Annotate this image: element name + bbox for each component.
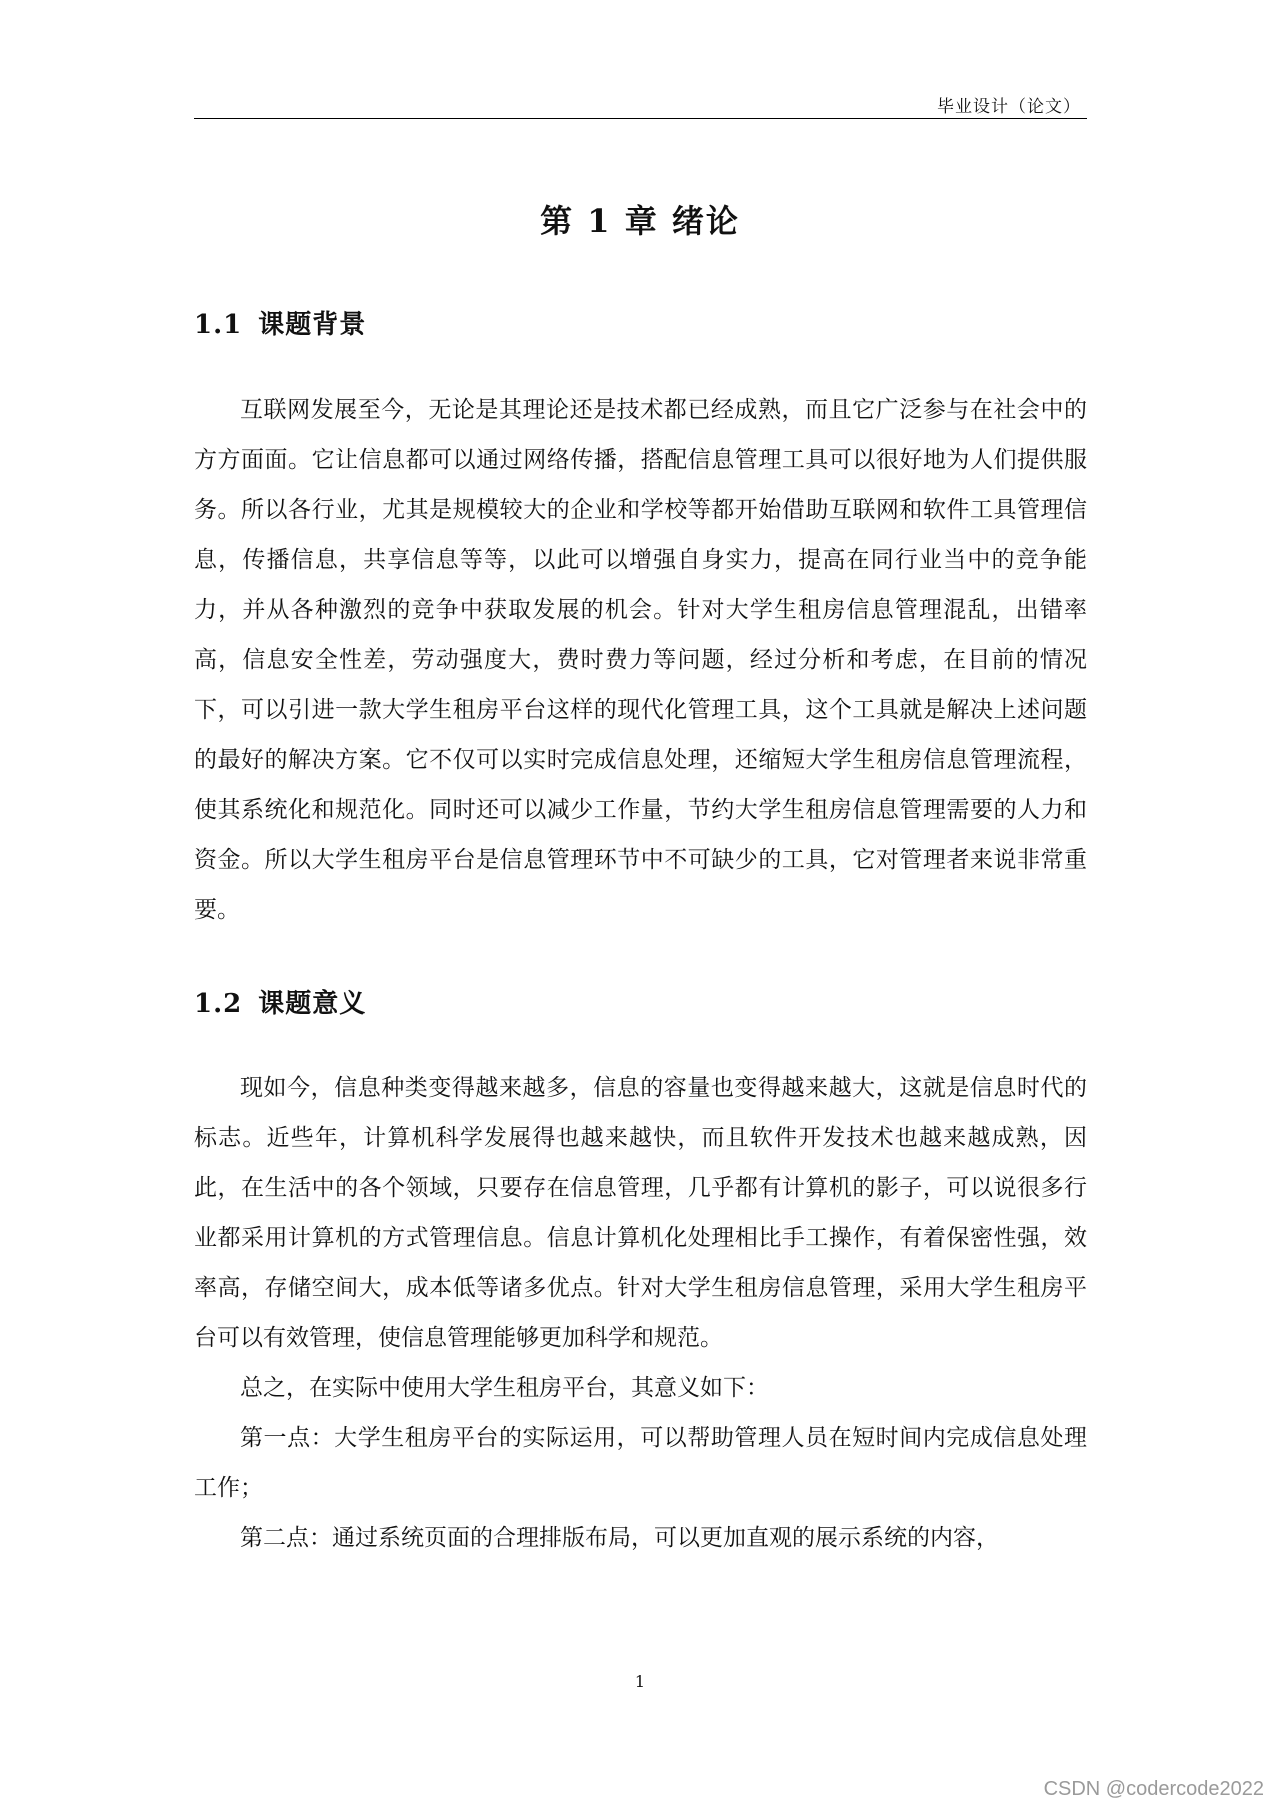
section-heading-1-2	[194, 983, 366, 1020]
section-number: 1.1	[194, 310, 243, 340]
section-1-2-body	[194, 1063, 1087, 1563]
chapter-title: 第 1 章 绪论	[540, 202, 740, 240]
section-title: 课题意义	[258, 989, 367, 1019]
header-text: 毕业设计（论文）	[937, 97, 1081, 117]
page-number: 1	[634, 1672, 646, 1691]
page-header	[194, 80, 1087, 119]
paragraph: 第二点：通过系统页面的合理排版布局，可以更加直观的展示系统的内容，	[240, 1525, 999, 1551]
paragraph: 现如今，信息种类变得越来越多，信息的容量也变得越来越大，这就是信息时代的标志。近些年，计算机科学发展得也越来越快，而且软件开发技术也越来越成熟，因此，在生活中的各个领域，只要存在信息管理，几乎都有计算机的影子，可以说很多行业都采用计算机的方式管理信息。信息计算机化处理相比手工操作，有着保密性强，效率高，存储空间大，成本低等诸多优点。针对大学生租房信息管理，采用大学生租房平台可以有效管理，使信息管理能够更加科学和规范。	[194, 1075, 1087, 1351]
paragraph: 互联网发展至今，无论是其理论还是技术都已经成熟，而且它广泛参与在社会中的方方面面。它让信息都可以通过网络传播，搭配信息管理工具可以很好地为人们提供服务。所以各行业，尤其是规模较大的企业和学校等都开始借助互联网和软件工具管理信息，传播信息，共享信息等等，以此可以增强自身实力，提高在同行业当中的竞争能力，并从各种激烈的竞争中获取发展的机会。针对大学生租房信息管理混乱，出错率高，信息安全性差，劳动强度大，费时费力等问题，经过分析和考虑，在目前的情况下，可以引进一款大学生租房平台这样的现代化管理工具，这个工具就是解决上述问题的最好的解决方案。它不仅可以实时完成信息处理，还缩短大学生租房信息管理流程，使其系统化和规范化。同时还可以减少工作量，节约大学生租房信息管理需要的人力和资金。所以大学生租房平台是信息管理环节中不可缺少的工具，它对管理者来说非常重要。	[194, 397, 1087, 923]
section-1-1-body	[194, 385, 1087, 935]
section-number: 1.2	[194, 989, 243, 1019]
section-title: 课题背景	[258, 310, 367, 340]
paragraph: 总之，在实际中使用大学生租房平台，其意义如下：	[240, 1375, 769, 1401]
paragraph: 第一点：大学生租房平台的实际运用，可以帮助管理人员在短时间内完成信息处理工作；	[194, 1425, 1087, 1501]
watermark: CSDN @codercode2022	[1043, 1778, 1264, 1800]
section-heading-1-1	[194, 304, 366, 341]
